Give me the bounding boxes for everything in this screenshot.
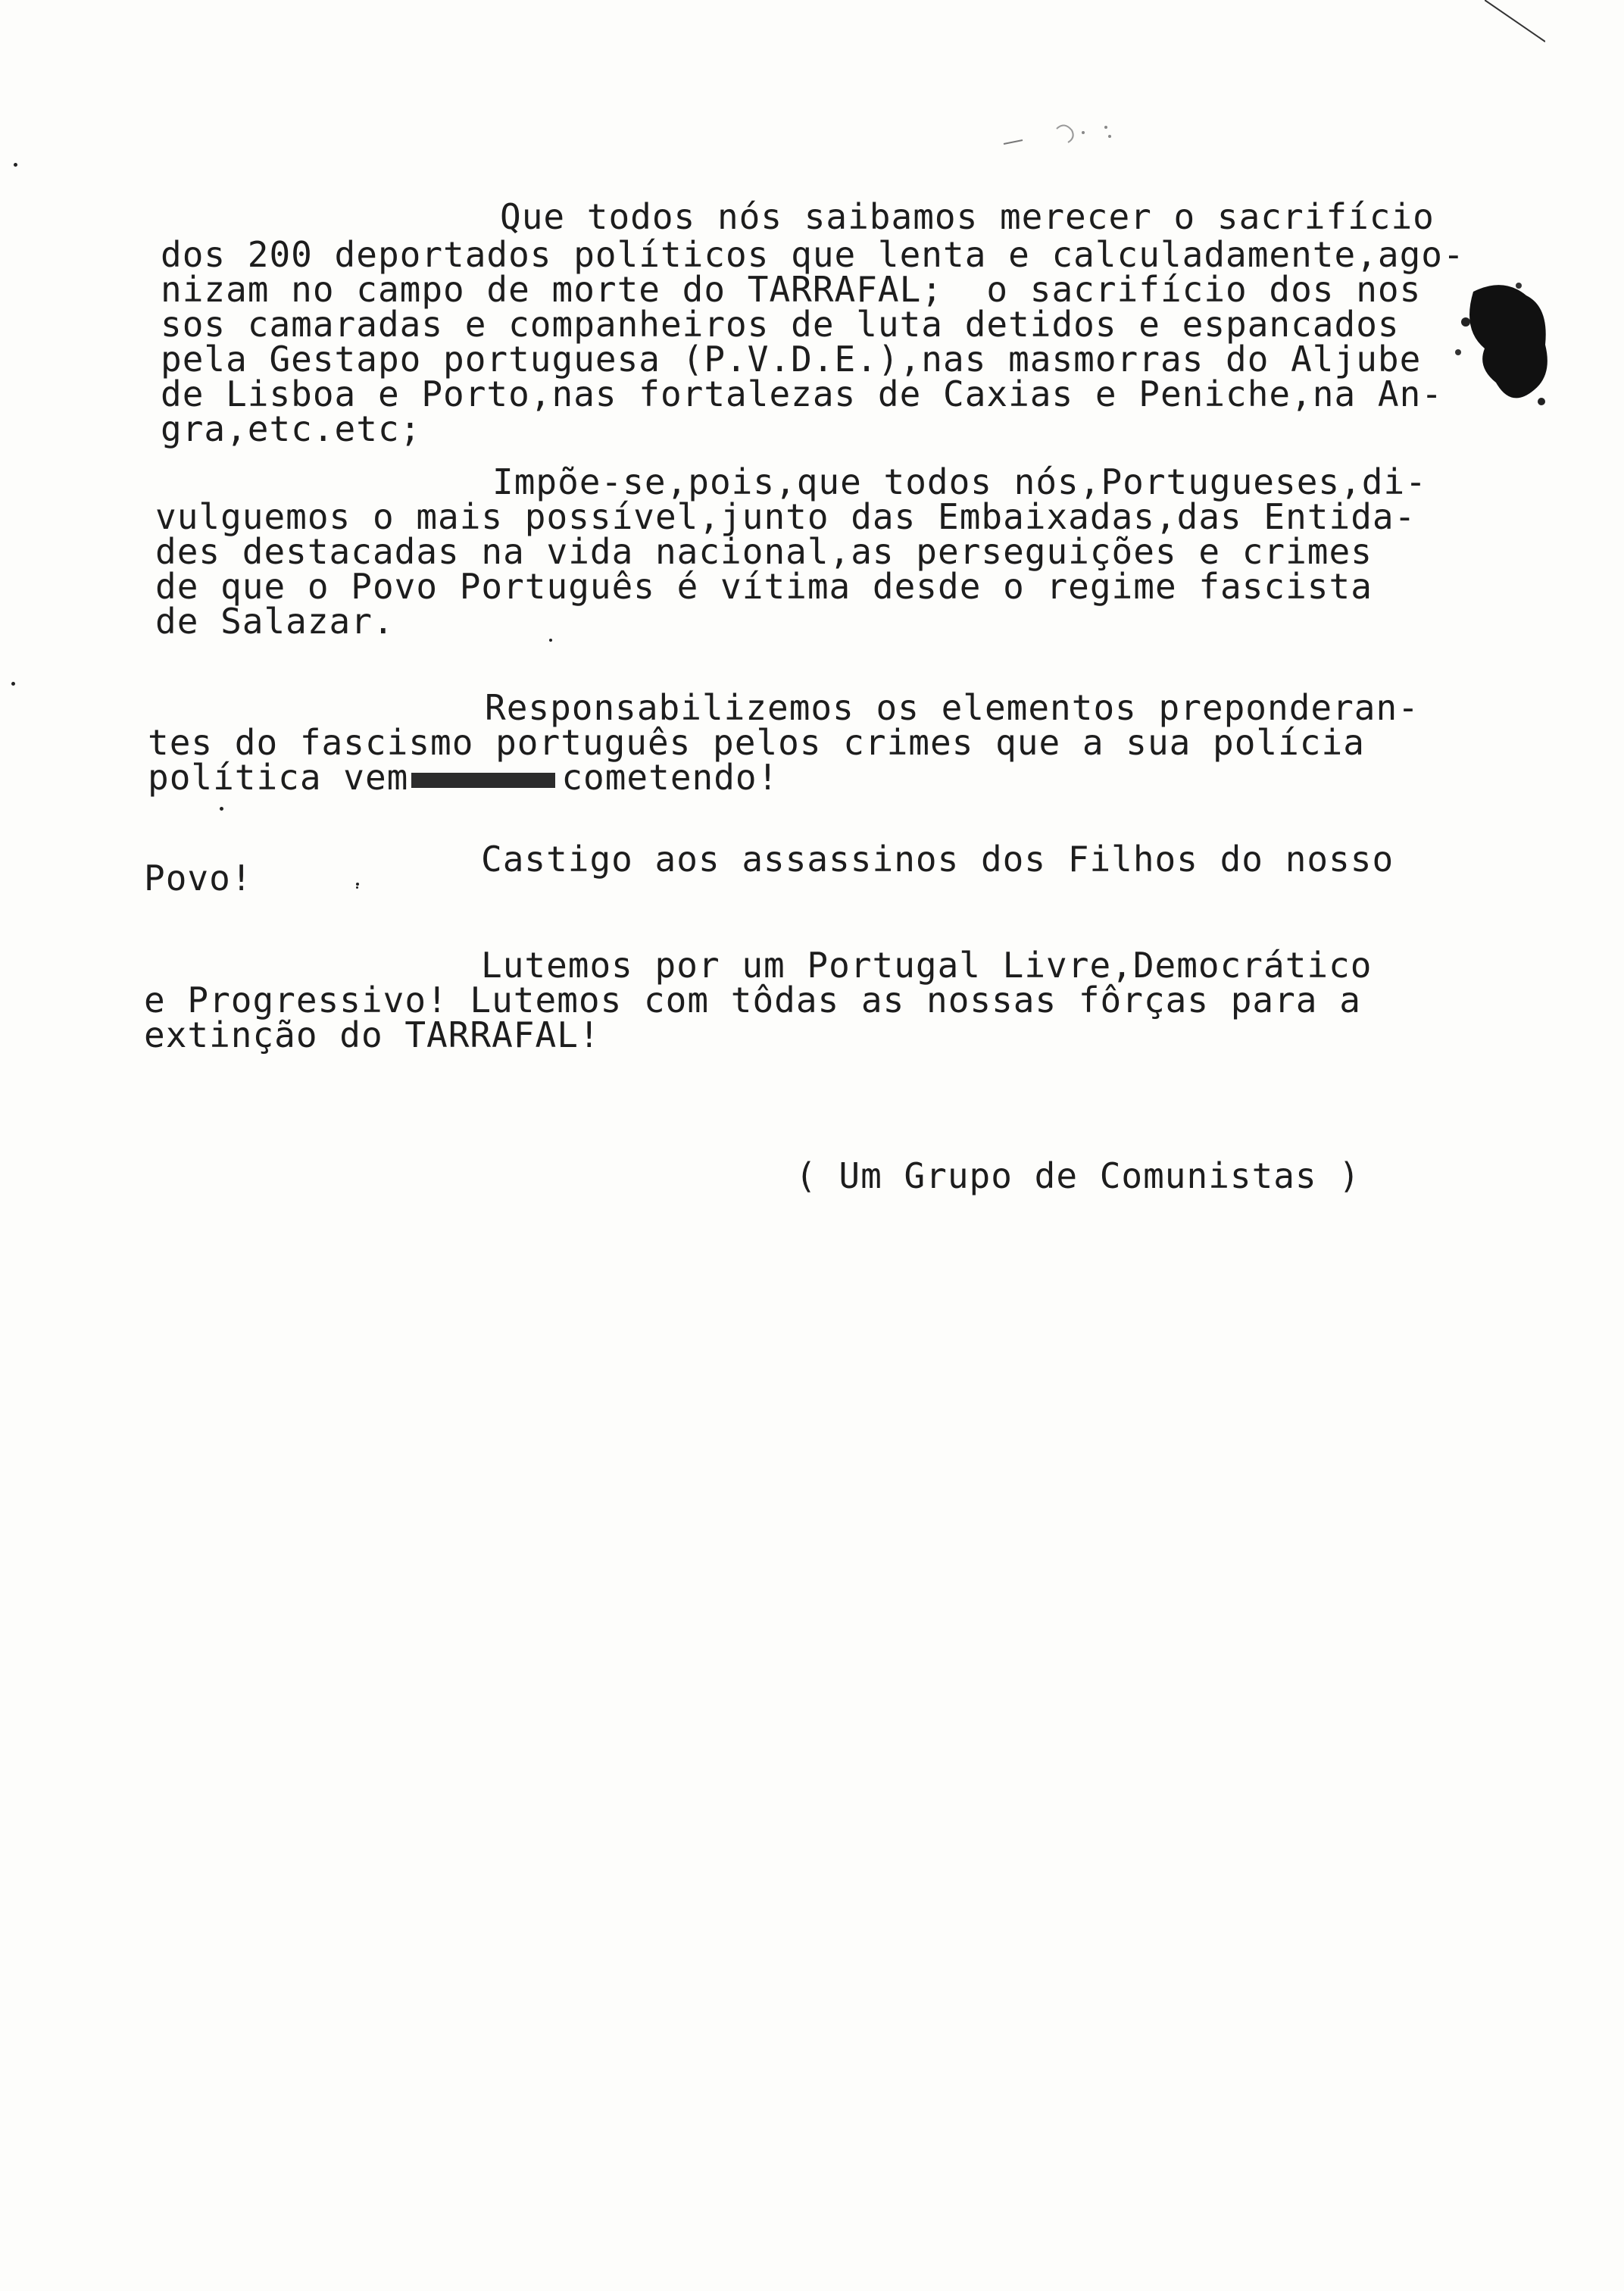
- speck: [356, 883, 359, 886]
- speck: [356, 886, 358, 889]
- paragraph-1-line-5: pela Gestapo portuguesa (P.V.D.E.),nas masmorras do Aljube: [161, 339, 1422, 380]
- top-smudge-mark: [1000, 114, 1121, 167]
- paragraph-4-line-2: Povo!: [144, 858, 253, 899]
- paragraph-1-line-3: nizam no campo de morte do TARRAFAL; o sacrifício dos nos: [161, 269, 1422, 310]
- paragraph-1-line-7: gra,etc.etc;: [161, 408, 422, 449]
- speck: [11, 682, 15, 686]
- paragraph-1-line-4: sos camaradas e companheiros de luta detidos e espancados: [161, 304, 1400, 345]
- paragraph-2-line-1: Impõe-se,pois,que todos nós,Portugueses,di-: [492, 461, 1427, 502]
- paragraph-5-line-3: extinção do TARRAFAL!: [144, 1014, 601, 1055]
- paragraph-5-line-1: Lutemos por um Portugal Livre,Democrático: [481, 945, 1373, 986]
- paragraph-3-line-2: tes do fascismo português pelos crimes que a sua polícia: [148, 722, 1365, 763]
- paragraph-3-line-3-end: cometendo!: [561, 757, 779, 798]
- paragraph-2-line-3: des destacadas na vida nacional,as perseguições e crimes: [155, 531, 1373, 572]
- paragraph-2-line-2: vulguemos o mais possível,junto das Embaixadas,das Entida-: [155, 496, 1416, 537]
- paragraph-3-line-1: Responsabilizemos os elementos preponderan-: [485, 687, 1419, 728]
- redaction-bar: [411, 773, 555, 788]
- paragraph-3-line-3: [148, 757, 779, 798]
- paragraph-4-line-1: Castigo aos assassinos dos Filhos do nosso: [481, 839, 1394, 880]
- paragraph-2-line-4: de que o Povo Português é vítima desde o regime fascista: [155, 566, 1373, 607]
- paragraph-2-line-5: de Salazar.: [155, 601, 395, 642]
- speck: [14, 163, 17, 167]
- paragraph-3-line-3-start: política vem: [148, 757, 409, 798]
- paragraph-1-line-1: Que todos nós saibamos merecer o sacrifício: [500, 196, 1435, 237]
- paragraph-1-line-2: dos 200 deportados políticos que lenta e calculadamente,ago-: [161, 234, 1465, 275]
- corner-scan-line: [1485, 0, 1545, 45]
- paragraph-5-line-2: e Progressivo! Lutemos com tôdas as nossas fôrças para a: [144, 980, 1361, 1020]
- speck: [220, 807, 223, 811]
- ink-blot: [1443, 277, 1557, 413]
- speck: [549, 639, 552, 642]
- paragraph-1-line-6: de Lisboa e Porto,nas fortalezas de Caxias e Peniche,na An-: [161, 373, 1443, 414]
- signature: ( Um Grupo de Comunistas ): [795, 1155, 1361, 1196]
